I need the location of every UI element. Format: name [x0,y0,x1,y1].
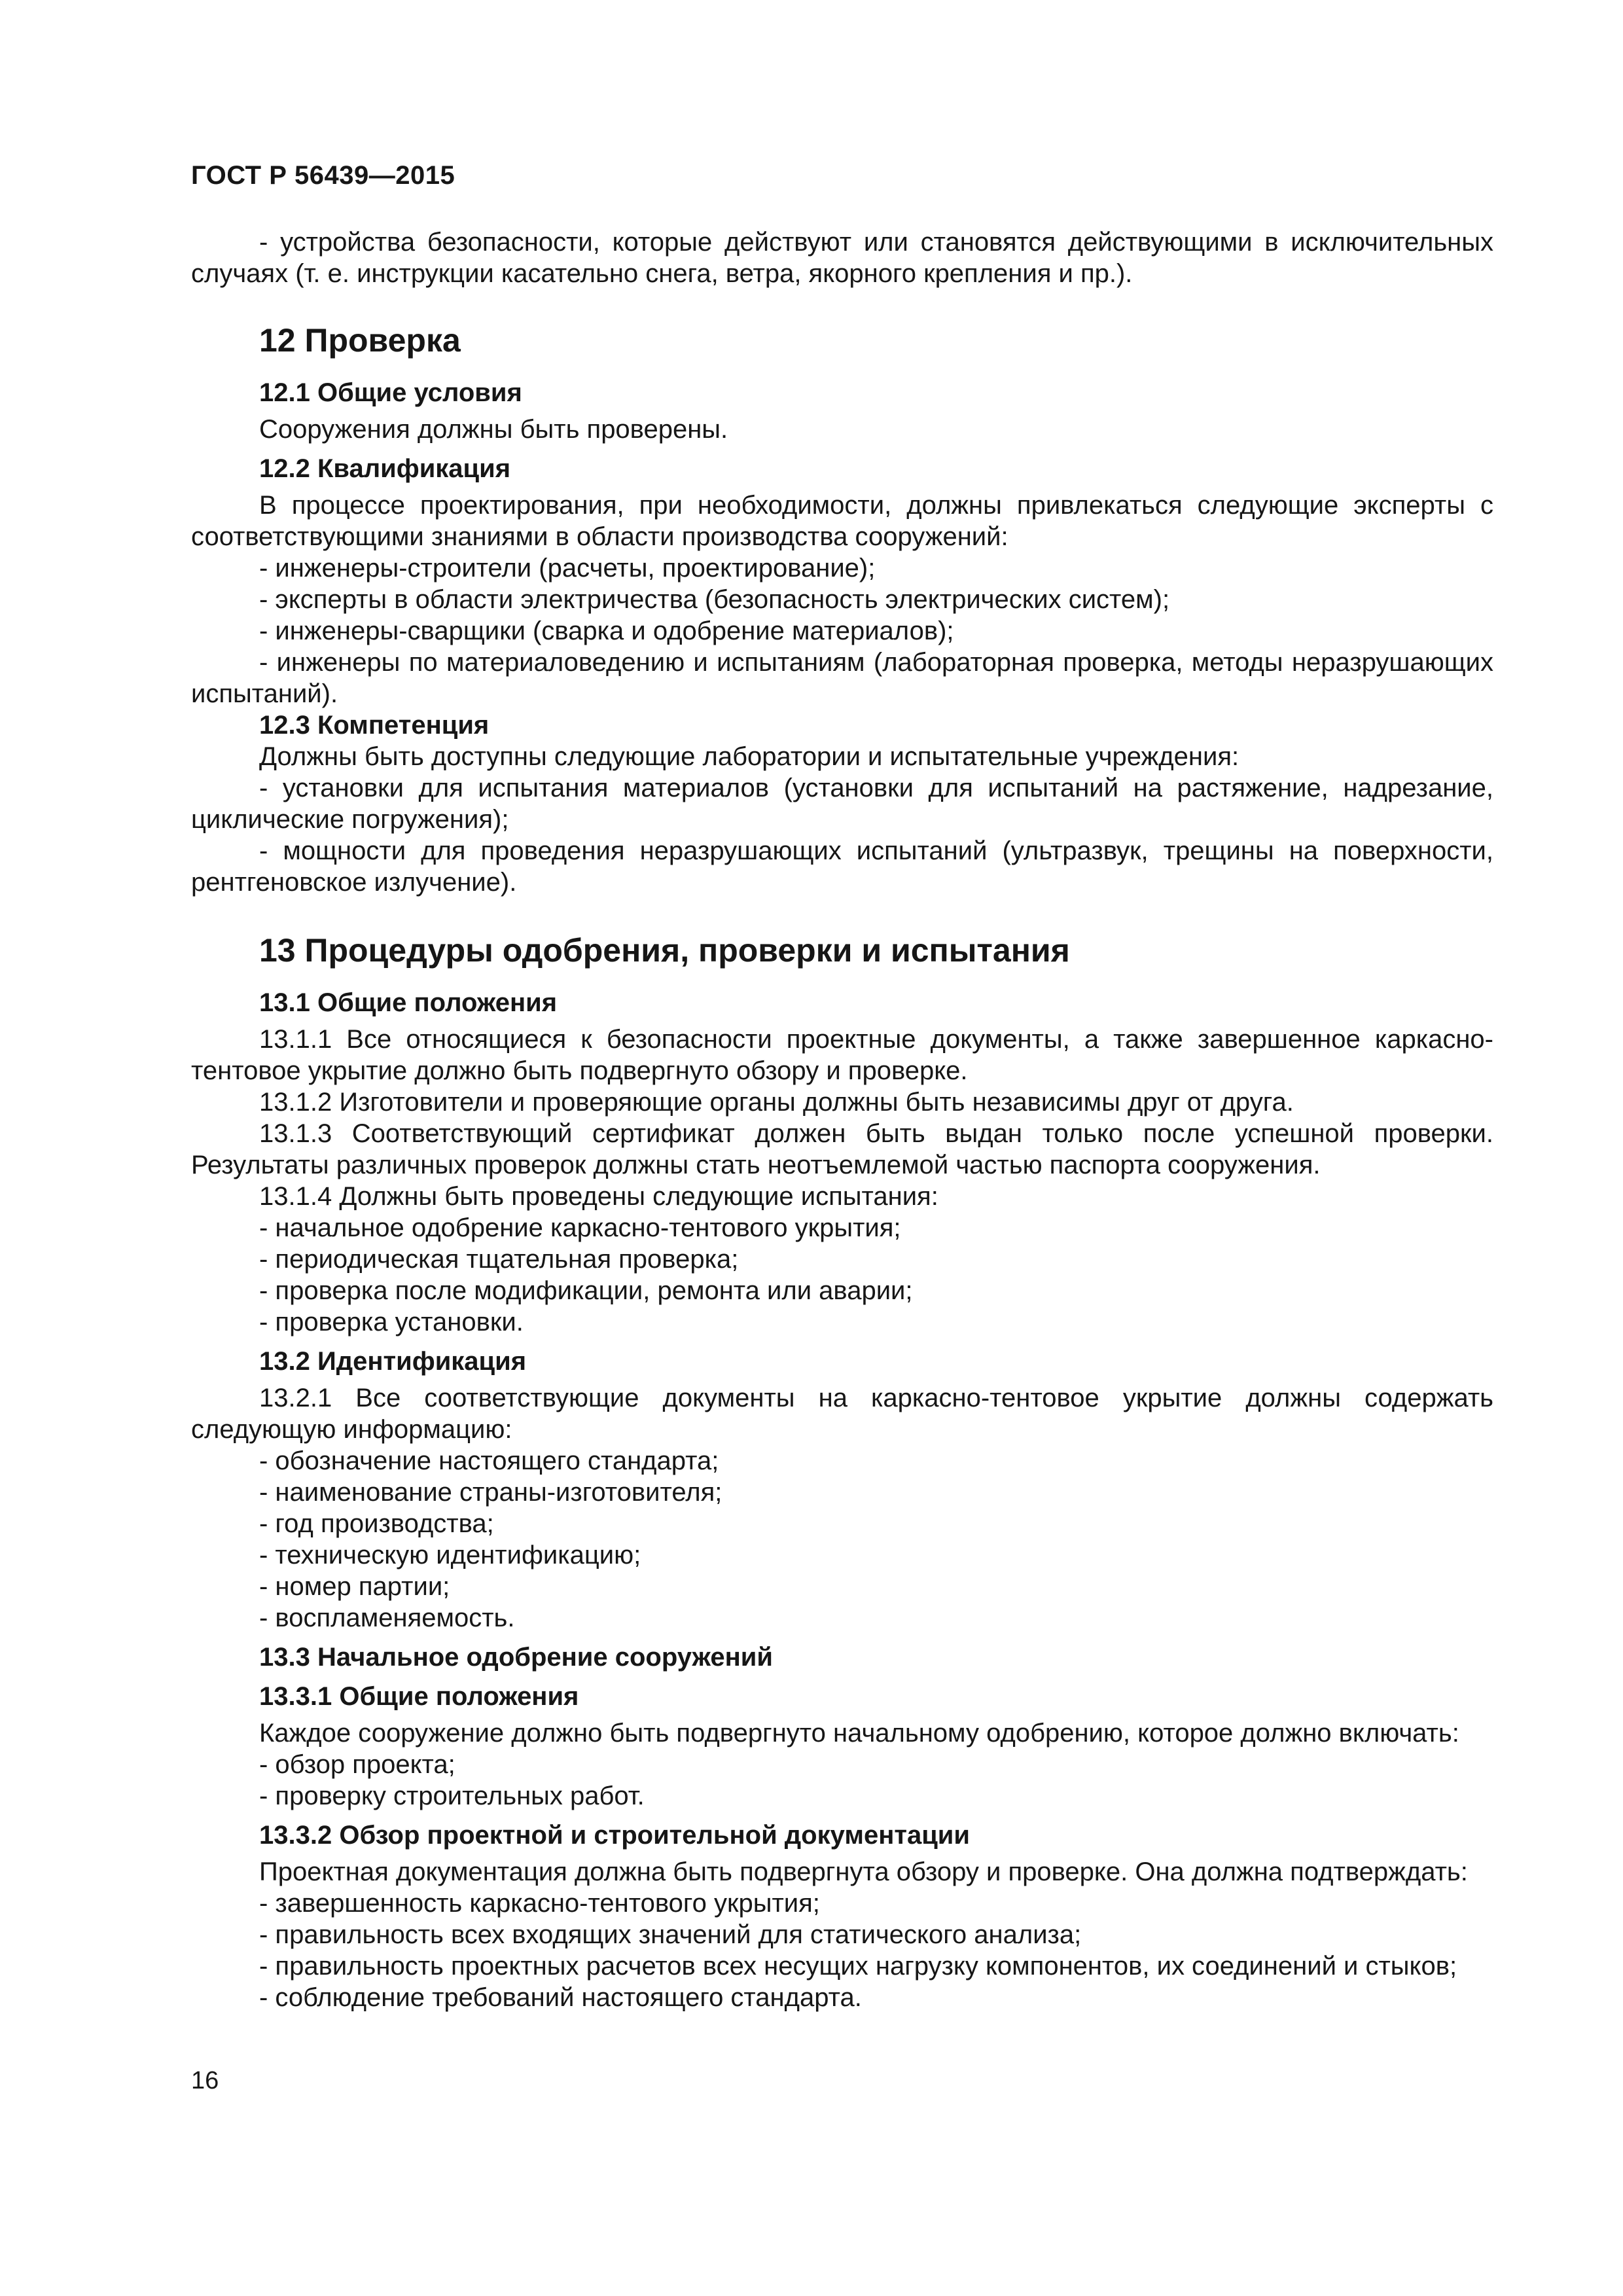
paragraph: 13.1.3 Соответствующий сертификат должен быть выдан только после успешной проверки. Результаты различных проверок должны стать неотъемлемой частью паспорта сооружения. [191,1119,1493,1179]
list-item: - начальное одобрение каркасно-тентового укрытия; [259,1213,901,1242]
section-13-3-1-title: 13.3.1 Общие положения [259,1682,579,1711]
list-item: - эксперты в области электричества (безопасность электрических систем); [259,585,1170,614]
section-13-3-title: 13.3 Начальное одобрение сооружений [259,1643,773,1672]
paragraph: 13.1.4 Должны быть проведены следующие испытания: [259,1182,938,1211]
list-item: - обзор проекта; [259,1750,455,1779]
paragraph: Каждое сооружение должно быть подвергнуто начальному одобрению, которое должно включать: [259,1719,1459,1748]
list-item: - инженеры-строители (расчеты, проектирование); [259,554,876,583]
section-12-title: 12 Проверка [259,322,461,359]
list-item: - год производства; [259,1509,494,1538]
list-item: - правильность проектных расчетов всех несущих нагрузку компонентов, их соединений и стыков; [259,1952,1457,1981]
section-12-1-title: 12.1 Общие условия [259,378,522,407]
list-item: - обозначение настоящего стандарта; [259,1446,719,1475]
section-13-2-title: 13.2 Идентификация [259,1347,527,1376]
page-number: 16 [191,2067,219,2094]
list-item: - воспламеняемость. [259,1604,515,1632]
list-item: - инженеры-сварщики (сварка и одобрение материалов); [259,617,954,645]
list-item: - периодическая тщательная проверка; [259,1245,739,1274]
section-13-title: 13 Процедуры одобрения, проверки и испытания [259,932,1070,969]
paragraph: 13.1.2 Изготовители и проверяющие органы должны быть независимы друг от друга. [259,1088,1294,1117]
section-12-3-title: 12.3 Компетенция [259,711,490,740]
list-item: - номер партии; [259,1572,450,1601]
paragraph: Проектная документация должна быть подвергнута обзору и проверке. Она должна подтверждать: [259,1857,1468,1886]
paragraph: Сооружения должны быть проверены. [259,415,728,444]
section-13-3-2-title: 13.3.2 Обзор проектной и строительной документации [259,1821,970,1850]
list-item: - правильность всех входящих значений для статического анализа; [259,1920,1082,1949]
list-item: - наименование страны-изготовителя; [259,1478,722,1507]
list-item: - техническую идентификацию; [259,1541,641,1570]
page-content [191,226,1493,2013]
list-item: - инженеры по материаловедению и испытаниям (лабораторная проверка, методы неразрушающих испытаний). [191,648,1493,708]
list-item: - проверка установки. [259,1308,524,1336]
paragraph: 13.1.1 Все относящиеся к безопасности проектные документы, а также завершенное каркасно-тентовое укрытие должно быть подвергнуто обзору и проверке. [191,1025,1493,1085]
paragraph: Должны быть доступны следующие лаборатории и испытательные учреждения: [259,742,1240,771]
document-header: ГОСТ Р 56439—2015 [191,161,455,190]
paragraph: 13.2.1 Все соответствующие документы на каркасно-тентовое укрытие должны содержать следующую информацию: [191,1384,1493,1444]
list-item: - мощности для проведения неразрушающих испытаний (ультразвук, трещины на поверхности, рентгеновское излучение). [191,836,1493,897]
section-12-2-title: 12.2 Квалификация [259,454,511,483]
paragraph: В процессе проектирования, при необходимости, должны привлекаться следующие эксперты с соответствующими знаниями в области производства сооружений: [191,491,1493,551]
list-item: - завершенность каркасно-тентового укрытия; [259,1889,820,1918]
list-item: - соблюдение требований настоящего стандарта. [259,1983,862,2012]
list-item: - проверка после модификации, ремонта или аварии; [259,1276,913,1305]
list-item: - проверку строительных работ. [259,1782,645,1810]
list-item: - установки для испытания материалов (установки для испытаний на растяжение, надрезание, циклические погружения); [191,774,1493,834]
section-13-1-title: 13.1 Общие положения [259,988,558,1017]
list-item: - устройства безопасности, которые действуют или становятся действующими в исключительных случаях (т. е. инструкции касательно снега, ветра, якорного крепления и пр.). [191,228,1493,288]
